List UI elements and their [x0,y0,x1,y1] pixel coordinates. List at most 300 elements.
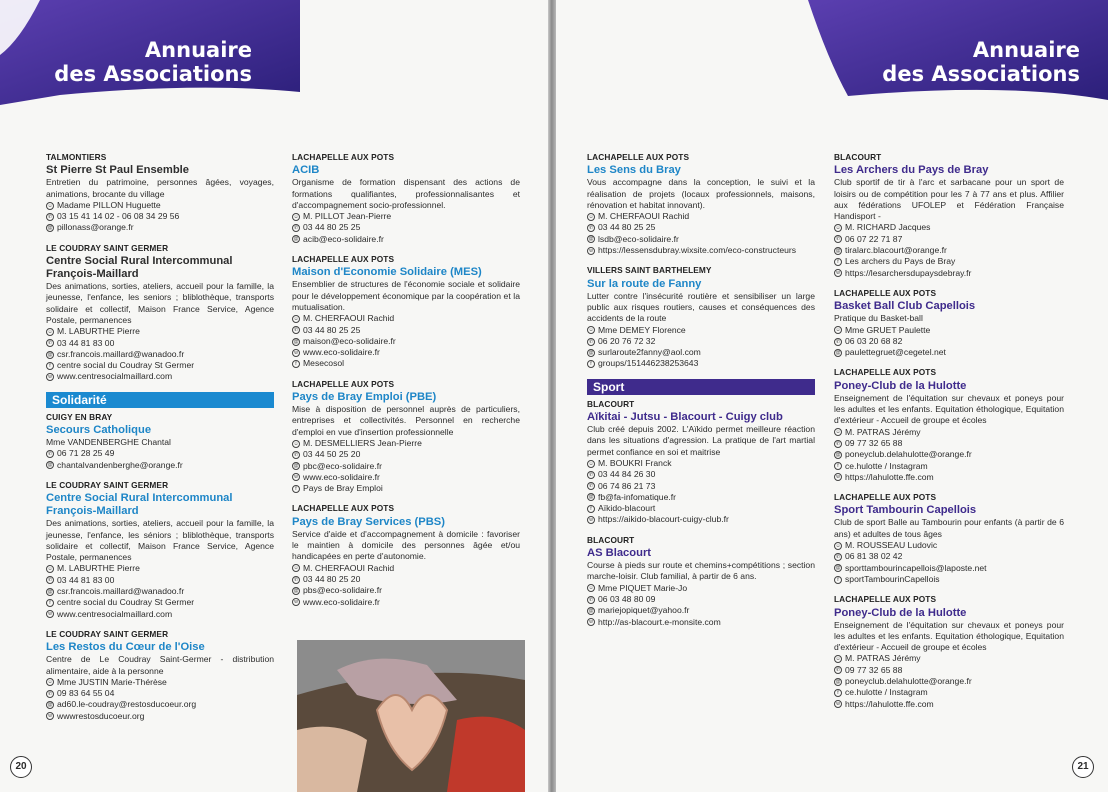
entry-name: Pays de Bray Emploi (PBE) [292,391,437,404]
contact-line[interactable] [587,605,815,616]
contact-text: 06 03 20 68 82 [845,335,903,346]
website-icon: w [834,269,842,277]
contact-text: csr.francois.maillard@wanadoo.fr [57,586,185,597]
phone-icon: ✆ [835,338,841,345]
banner-title-right-line2: des Associations [882,62,1080,86]
contact-line[interactable] [292,336,520,347]
contact-text: pillonass@orange.fr [57,222,134,233]
association-entry [292,379,520,495]
entry-name: ACIB [292,164,320,177]
entry-description: Course à pieds sur route et chemins+compétitions ; section marche-loisir. Club familial, à partir de 6 ans. [587,560,815,582]
entry-name: Aïkitai - Jutsu - Blacourt - Cuigy club [587,411,783,424]
phone-icon: ✆ [47,213,53,220]
email-icon: @ [293,338,299,345]
facebook-icon: f [292,360,300,368]
contact-line [587,481,815,492]
entry-description: Entretien du patrimoine, personnes âgées, voyages, animations, brocante du village [46,177,274,199]
entry-description: Des animations, sorties, ateliers, accueil pour la famille, la jeunesse, l'enfance, les séniors ; bliblothèque, transports solidaire et collectif, Maison France Service, Agence Postale, permanences [46,518,274,563]
phone-icon: ✆ [47,690,53,697]
right-column-2 [834,152,1064,719]
contact-line [292,358,520,369]
person-icon: ☺ [835,327,841,334]
contact-line [46,575,274,586]
contact-text: 06 71 28 25 49 [57,448,115,459]
contact-line[interactable] [587,514,815,525]
association-entry [46,629,274,722]
contact-text: fb@fa-infomatique.fr [598,491,676,502]
person-icon: ☺ [293,440,299,447]
person-icon: ☺ [588,460,594,467]
contact-text: 03 44 84 26 30 [598,469,656,480]
website-icon: w [834,473,842,481]
contact-text: centre social du Coudray St Germer [57,597,195,608]
contact-text: Aïkido-blacourt [598,503,656,514]
person-icon: ☺ [835,542,841,549]
contact-line [834,653,1064,664]
contact-text: M. CHERFAOUI Rachid [303,562,395,573]
contact-text: 06 20 76 72 32 [598,335,656,346]
contact-line [587,469,815,480]
contact-line [834,234,1064,245]
contact-line[interactable] [46,711,274,722]
contact-line[interactable] [834,245,1064,256]
entry-name: St Pierre St Paul Ensemble [46,164,190,177]
entry-name: AS Blacourt [587,547,652,560]
entry-description: Organisme de formation dispensant des actions de formations qualifiantes, professionnalisantes et d'accompagnement socio-professionnel. [292,177,520,210]
contact-line [834,574,1064,585]
phone-icon: ✆ [588,225,594,232]
contact-line [587,222,815,233]
contact-line [46,338,274,349]
phone-icon: ✆ [293,451,299,458]
email-icon: @ [835,678,841,685]
facebook-icon: f [587,360,595,368]
phone-icon: ✆ [588,471,594,478]
contact-line [46,360,274,371]
contact-line [587,583,815,594]
person-icon: ☺ [47,566,53,573]
email-icon: @ [588,349,594,356]
email-icon: @ [835,451,841,458]
contact-text: Mme GRUET Paulette [845,324,931,335]
contact-line[interactable] [46,460,274,471]
contact-text: pbc@eco-solidaire.fr [303,460,382,471]
contact-line[interactable] [292,472,520,483]
association-entry [46,243,274,383]
facebook-icon: f [834,576,842,584]
phone-icon: ✆ [293,576,299,583]
entry-description: Enseignement de l'équitation sur chevaux et poneys pour les adultes et les enfants. Equitation éthologique, Equitation d'extérieur - Accueil de groupe et écoles [834,619,1064,653]
phone-icon: ✆ [47,340,53,347]
contact-text: www.eco-solidaire.fr [303,596,380,607]
contact-text: M. LABURTHE Pierre [57,326,140,337]
contact-line [292,211,520,222]
association-entry [834,152,1064,279]
entry-description: Club sportif de tir à l'arc et sarbacane pour un sport de loisirs ou de compétition pour les 7 à 77 ans et plus. Affilier aux fédérations UFOLEP et Fédération Française Handisport - [834,177,1064,222]
contact-line[interactable] [587,492,815,503]
banner-title-right [882,38,1080,86]
website-icon: w [46,610,54,618]
facebook-icon: f [587,505,595,513]
contact-text: 03 44 80 25 25 [598,222,656,233]
facebook-icon: f [46,362,54,370]
contact-line [587,325,815,336]
association-entry [587,265,815,369]
entry-town: TALMONTIERS [46,152,107,162]
contact-text: 03 44 80 25 25 [303,324,361,335]
contact-text: M. RICHARD Jacques [845,222,931,233]
contact-line[interactable] [834,449,1064,460]
facebook-icon: f [46,599,54,607]
entry-description: Enseignement de l'équitation sur chevaux et poneys pour les adultes et les enfants. Equitation éthologique, Equitation d'extérieur - Accueil de groupe et écoles [834,392,1064,426]
phone-icon: ✆ [835,667,841,674]
entry-name: Maison d'Economie Solidaire (MES) [292,266,482,279]
contact-line [834,551,1064,562]
entry-town: LE COUDRAY SAINT GERMER [46,628,169,639]
phone-icon: ✆ [588,483,594,490]
phone-icon: ✆ [47,577,53,584]
association-entry [46,480,274,620]
contact-text: ce.hulotte / Instagram [845,687,928,698]
contact-line[interactable] [834,268,1064,279]
section-header-sport: Sport [587,379,815,395]
contact-line [834,540,1064,551]
contact-text: 03 44 50 25 20 [303,449,361,460]
contact-line [46,326,274,337]
entry-name: Les Restos du Cœur de l'Oise [46,641,205,654]
contact-text: Mme DEMEY Florence [598,324,686,335]
phone-icon: ✆ [293,327,299,334]
entry-description: Mme VANDENBERGHE Chantal [46,437,171,448]
facebook-icon: f [834,462,842,470]
contact-text: Mme PIQUET Marie-Jo [598,582,688,593]
contact-text: M. CHERFAOUI Rachid [598,211,690,222]
entry-name: Les Sens du Bray [587,164,681,177]
contact-text: M. LABURTHE Pierre [57,563,140,574]
contact-line [46,597,274,608]
association-entry [834,288,1064,358]
contact-line[interactable] [46,609,274,620]
phone-icon: ✆ [588,338,594,345]
contact-line[interactable] [834,347,1064,358]
person-icon: ☺ [835,429,841,436]
contact-text: sporttambourincapellois@laposte.net [845,562,987,573]
contact-text: 03 44 81 83 00 [57,574,115,585]
contact-line[interactable] [46,586,274,597]
contact-line [292,563,520,574]
contact-text: www.eco-solidaire.fr [303,347,380,358]
entry-town: LACHAPELLE AUX POTS [834,287,937,298]
contact-text: https://lessensdubray.wixsite.com/eco-constructeurs [598,245,797,256]
entry-town: BLACOURT [587,534,635,545]
left-column-2 [292,152,520,617]
contact-text: wwwrestosducoeur.org [57,710,145,721]
header-banner-left [0,0,300,115]
contact-text: poneyclub.delahulotte@orange.fr [845,449,972,460]
contact-line[interactable] [46,371,274,382]
entry-town: LACHAPELLE AUX POTS [834,367,937,378]
association-entry [587,399,815,526]
contact-text: Mme JUSTIN Marie-Thérèse [57,676,167,687]
contact-line[interactable] [46,349,274,360]
contact-line [292,313,520,324]
facebook-icon: f [834,689,842,697]
phone-icon: ✆ [293,225,299,232]
contact-line[interactable] [587,245,815,256]
entry-description: Vous accompagne dans la conception, le suivi et la réalisation de projets (locaux professionnels, maisons, rénovation et habitat innovant). [587,177,815,210]
contact-text: mariejopiquet@yahoo.fr [598,605,690,616]
phone-icon: ✆ [588,596,594,603]
banner-title-line2: des Associations [54,62,252,86]
entry-town: LACHAPELLE AUX POTS [292,503,395,514]
contact-line [834,687,1064,698]
contact-text: 09 77 32 65 88 [845,664,903,675]
contact-line [834,427,1064,438]
contact-text: groups/151446238253643 [598,358,699,369]
entry-description: Club de sport Balle au Tambourin pour enfants (à partir de 6 ans) et adultes de tous âges [834,517,1064,539]
email-icon: @ [588,607,594,614]
association-entry [46,412,274,471]
section-header-solidarit: Solidarité [46,392,274,408]
contact-text: 03 44 80 25 25 [303,222,361,233]
contact-text: https://aikido-blacourt-cuigy-club.fr [598,514,729,525]
contact-line [46,211,274,222]
contact-text: ce.hulotte / Instagram [845,460,928,471]
contact-text: sportTambourinCapellois [845,573,940,584]
website-icon: w [46,373,54,381]
facebook-icon: f [834,258,842,266]
entry-town: VILLERS SAINT BARTHELEMY [587,265,712,276]
contact-line [834,336,1064,347]
entry-name: Secours Catholique [46,424,152,437]
contact-line[interactable] [46,699,274,710]
contact-line[interactable] [834,472,1064,483]
contact-text: M. PATRAS Jérémy [845,653,921,664]
contact-text: M. ROUSSEAU Ludovic [845,540,938,551]
contact-line[interactable] [834,563,1064,574]
person-icon: ☺ [588,585,594,592]
contact-line[interactable] [587,234,815,245]
contact-line[interactable] [587,617,815,628]
contact-line[interactable] [292,234,520,245]
entry-town: CUIGY EN BRAY [46,411,113,422]
website-icon: w [46,712,54,720]
association-entry [292,152,520,245]
association-entry [587,152,815,256]
association-entry [834,367,1064,483]
facebook-icon: f [292,485,300,493]
person-icon: ☺ [835,225,841,232]
contact-line [587,503,815,514]
person-icon: ☺ [293,565,299,572]
contact-line [834,461,1064,472]
contact-text: chantalvandenberghe@orange.fr [57,459,183,470]
contact-text: 03 44 81 83 00 [57,337,115,348]
contact-text: 06 07 22 71 87 [845,233,903,244]
email-icon: @ [47,462,53,469]
contact-text: www.eco-solidaire.fr [303,471,380,482]
contact-text: ad60.le-coudray@restosducoeur.org [57,699,197,710]
contact-line [834,438,1064,449]
contact-text: paulettegruet@cegetel.net [845,347,946,358]
contact-line [46,677,274,688]
entry-town: BLACOURT [834,152,882,162]
contact-text: pbs@eco-solidaire.fr [303,585,382,596]
entry-name: Poney-Club de la Hulotte [834,379,967,392]
entry-town: LE COUDRAY SAINT GERMER [46,242,169,253]
heart-hands-photo [297,640,525,792]
person-icon: ☺ [47,202,53,209]
entry-name: Poney-Club de la Hulotte [834,606,967,619]
entry-town: LACHAPELLE AUX POTS [834,492,937,503]
contact-text: M. PATRAS Jérémy [845,426,921,437]
entry-town: LACHAPELLE AUX POTS [587,152,690,162]
contact-line [834,256,1064,267]
phone-icon: ✆ [47,450,53,457]
contact-text: Les archers du Pays de Bray [845,256,956,267]
contact-line [834,665,1064,676]
contact-text: www.centresocialmaillard.com [57,608,173,619]
entry-town: LACHAPELLE AUX POTS [834,594,937,605]
website-icon: w [587,618,595,626]
entry-name: Sport Tambourin Capellois [834,504,977,517]
contact-line [834,325,1064,336]
phone-icon: ✆ [835,440,841,447]
entry-name: Sur la route de Fanny [587,277,702,290]
email-icon: @ [47,702,53,709]
contact-line[interactable] [46,222,274,233]
contact-text: https://lahulotte.ffe.com [845,698,934,709]
banner-title [54,38,252,86]
page-number-right: 21 [1072,756,1094,778]
entry-name: Les Archers du Pays de Bray [834,164,989,177]
contact-line [292,222,520,233]
contact-line [292,325,520,336]
entry-description: Service d'aide et d'accompagnement à domicile : favoriser le maintien à domicile des personnes âgée et/ou handicapées en perte d'autonomie. [292,528,520,562]
website-icon: w [587,247,595,255]
email-icon: @ [293,236,299,243]
person-icon: ☺ [588,213,594,220]
contact-line [46,688,274,699]
contact-text: https://lahulotte.ffe.com [845,471,934,482]
entry-name: Pays de Bray Services (PBS) [292,515,445,528]
entry-town: LACHAPELLE AUX POTS [292,254,395,265]
entry-description: Lutter contre l'insécurité routière et sensibiliser un large public aux risques routiers, causes et conséquences des accidents de la route [587,290,815,324]
right-column-1 [587,152,815,637]
contact-line [292,574,520,585]
left-column-1 [46,152,274,731]
contact-text: maison@eco-solidaire.fr [303,335,396,346]
email-icon: @ [835,565,841,572]
contact-text: tiralarc.blacourt@orange.fr [845,245,947,256]
contact-line[interactable] [292,347,520,358]
contact-text: M. DESMELLIERS Jean-Pierre [303,437,422,448]
page-number-left: 20 [10,756,32,778]
banner-title-line1: Annuaire [144,38,252,62]
contact-text: M. BOUKRI Franck [598,457,672,468]
contact-text: poneyclub.delahulotte@orange.fr [845,675,972,686]
contact-line[interactable] [292,597,520,608]
contact-text: https://lesarchersdupaysdebray.fr [845,267,972,278]
contact-text: Madame PILLON Huguette [57,199,161,210]
entry-description: Ensemblier de structures de l'économie sociale et solidaire pour le développement économique par la coopération et la mutualisation. [292,279,520,312]
email-icon: @ [47,351,53,358]
person-icon: ☺ [293,213,299,220]
entry-description: Des animations, sorties, ateliers, accueil pour la famille, la jeunesse, l'enfance, les seniors ; bliblothèque, transports solidaire et collectif, Maison France Service, Agence Postale, permanences [46,281,274,325]
contact-line[interactable] [587,347,815,358]
contact-line[interactable] [292,461,520,472]
person-icon: ☺ [47,679,53,686]
contact-text: centre social du Coudray St Germer [57,360,195,371]
email-icon: @ [835,349,841,356]
website-icon: w [834,700,842,708]
contact-text: surlaroute2fanny@aol.com [598,347,701,358]
email-icon: @ [835,247,841,254]
person-icon: ☺ [588,327,594,334]
header-banner-right [808,0,1108,115]
contact-line [587,336,815,347]
entry-name: Centre Social Rural Intercommunal François-Maillard [46,255,233,281]
phone-icon: ✆ [835,236,841,243]
association-entry [834,594,1064,710]
contact-line [834,222,1064,233]
contact-line [587,358,815,369]
person-icon: ☺ [835,656,841,663]
contact-text: csr.francois.maillard@wanadoo.fr [57,348,185,359]
page-right [556,0,1108,792]
entry-description: Club créé depuis 2002. L'Aïkido permet meilleure réaction dans les situations d'agression. La pratique de l'art martial permet confiance en soi et maitrise [587,424,815,457]
email-icon: @ [293,463,299,470]
contact-text: 03 44 80 25 20 [303,573,361,584]
contact-line [587,458,815,469]
gutter [548,0,556,792]
contact-line [587,211,815,222]
website-icon: w [587,516,595,524]
contact-line [292,438,520,449]
contact-line[interactable] [834,699,1064,710]
contact-line[interactable] [292,585,520,596]
contact-text: M. CHERFAOUI Rachid [303,313,395,324]
person-icon: ☺ [293,315,299,322]
page-left [0,0,548,792]
banner-title-right-line1: Annuaire [972,38,1080,62]
website-icon: w [292,598,300,606]
entry-town: LE COUDRAY SAINT GERMER [46,479,169,490]
email-icon: @ [47,225,53,232]
contact-line [292,483,520,494]
contact-line [46,200,274,211]
contact-line [587,594,815,605]
entry-description: Pratique du Basket-ball [834,313,923,324]
contact-text: 06 81 38 02 42 [845,551,903,562]
contact-text: M. PILLOT Jean-Pierre [303,211,392,222]
entry-town: LACHAPELLE AUX POTS [292,378,395,389]
contact-text: 09 83 64 55 04 [57,688,115,699]
entry-name: Centre Social Rural Intercommunal François-Maillard [46,492,233,518]
website-icon: w [292,349,300,357]
email-icon: @ [588,494,594,501]
entry-description: Mise à disposition de personnel auprès de particuliers, entreprises et collectivités. Personnel en recherche d'emploi en vue d'insertion professionnelle [292,404,520,437]
contact-text: acib@eco-solidaire.fr [303,233,384,244]
contact-line [292,449,520,460]
contact-line[interactable] [834,676,1064,687]
email-icon: @ [47,588,53,595]
contact-text: Pays de Bray Emploi [303,483,383,494]
contact-line [46,563,274,574]
entry-description: Centre de Le Coudray Saint-Germer - distribution alimentaire, aide à la personne [46,654,274,676]
contact-text: lsdb@eco-solidaire.fr [598,233,679,244]
contact-text: 06 74 86 21 73 [598,480,656,491]
